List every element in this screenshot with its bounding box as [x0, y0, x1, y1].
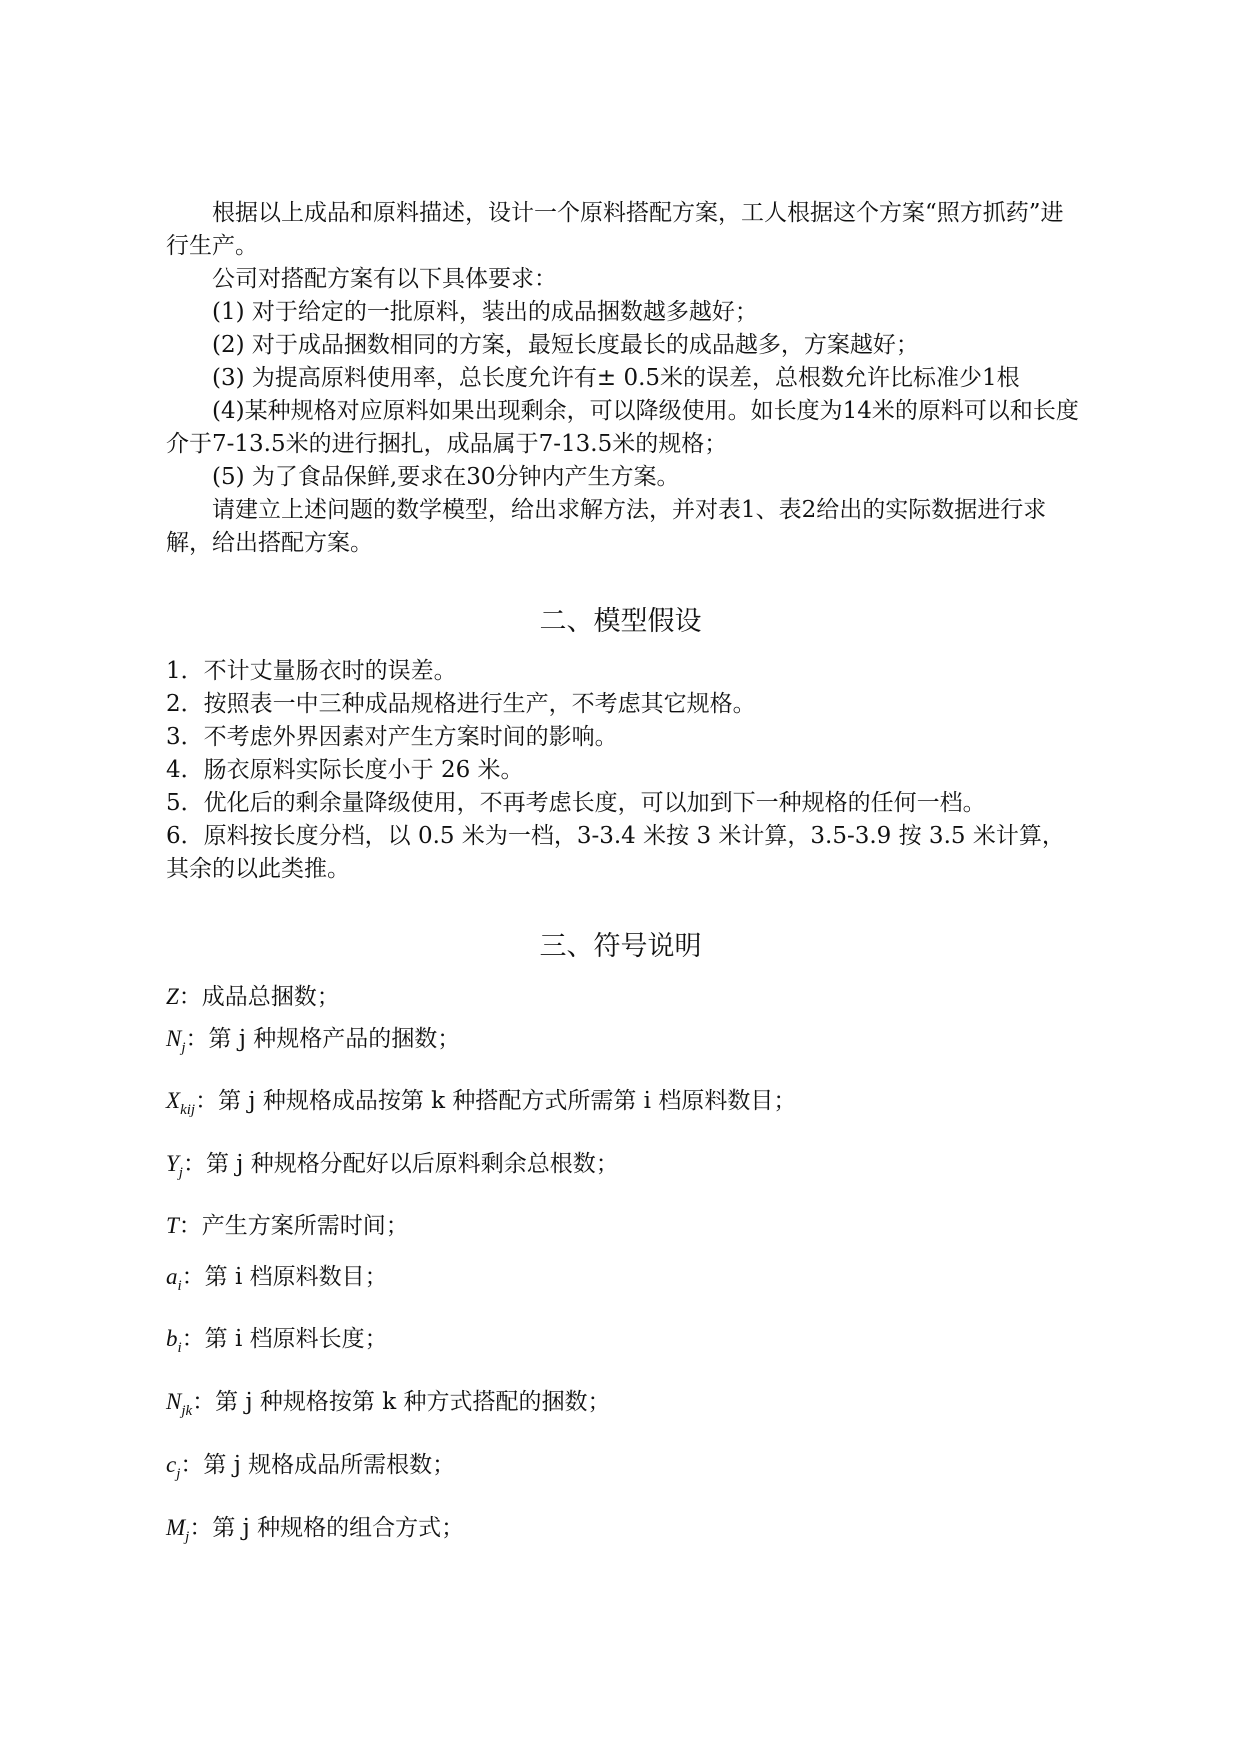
intro-paragraph: 根据以上成品和原料描述，设计一个原料搭配方案，工人根据这个方案“照方抓药”进行生产。 [166, 200, 1064, 259]
symbol-subscript: j [185, 1529, 190, 1545]
symbol-description: ：第 j 规格成品所需根数； [180, 1452, 456, 1478]
symbol-entry [166, 1511, 464, 1554]
symbol-subscript: jk [181, 1403, 193, 1419]
symbol-description: ：成品总捆数； [178, 984, 340, 1010]
symbol-description: ：第 j 种规格按第 k 种方式搭配的捆数； [192, 1389, 611, 1415]
requirement-2: (2) 对于成品捆数相同的方案，最短长度最长的成品越多，方案越好； [212, 332, 919, 358]
symbol-description: ：第 i 档原料数目； [181, 1264, 388, 1290]
requirement-3: (3) 为提高原料使用率，总长度允许有± 0.5米的误差，总根数允许比标准少1根 [212, 365, 1020, 391]
symbol-description: ：产生方案所需时间； [178, 1213, 409, 1239]
requirement-1: (1) 对于给定的一批原料，装出的成品捆数越多越好； [212, 299, 758, 325]
symbol-variable: c [166, 1452, 177, 1477]
symbol-entry [166, 1448, 455, 1491]
assumption-item: 4．肠衣原料实际长度小于 26 米。 [166, 757, 524, 783]
symbol-variable: T [166, 1213, 179, 1238]
symbol-variable: b [166, 1326, 178, 1351]
symbol-entry [166, 1385, 610, 1428]
problem-requirements [166, 197, 1086, 560]
symbol-subscript: j [181, 1040, 186, 1056]
symbol-variable: Z [166, 984, 179, 1009]
symbol-entry [166, 1209, 409, 1252]
symbol-variable: Y [166, 1151, 179, 1176]
symbol-entry [166, 1322, 388, 1365]
symbol-variable: N [166, 1389, 182, 1414]
assumption-item: 5．优化后的剩余量降级使用，不再考虑长度，可以加到下一种规格的任何一档。 [166, 790, 986, 816]
section-heading-assumptions: 二、模型假设 [539, 606, 702, 637]
symbol-description: ：第 j 种规格的组合方式； [189, 1515, 465, 1541]
symbol-description: ：第 j 种规格分配好以后原料剩余总根数； [182, 1151, 619, 1177]
symbol-description: ：第 j 种规格产品的捆数； [185, 1026, 461, 1052]
assumption-item: 1．不计丈量肠衣时的误差。 [166, 658, 457, 684]
symbol-variable: N [166, 1026, 182, 1051]
symbol-entry [166, 1084, 796, 1127]
symbol-subscript: j [178, 1165, 183, 1181]
symbol-description: ：第 j 种规格成品按第 k 种搭配方式所需第 i 档原料数目； [195, 1088, 797, 1114]
symbol-entry [166, 1147, 619, 1190]
symbol-entry [166, 980, 340, 1023]
symbol-subscript: i [177, 1340, 182, 1356]
symbol-variable: X [166, 1088, 181, 1113]
symbol-variable: a [166, 1264, 178, 1289]
symbol-description: ：第 i 档原料长度； [181, 1326, 388, 1352]
symbol-entry [166, 1260, 388, 1303]
symbol-entry [166, 1022, 460, 1065]
requirement-4: (4)某种规格对应原料如果出现剩余，可以降级使用。如长度为14米的原料可以和长度介于7-13.5米的进行捆扎，成品属于7-13.5米的规格； [166, 398, 1079, 457]
symbol-variable: M [166, 1515, 186, 1540]
assumption-item: 6．原料按长度分档，以 0.5 米为一档，3-3.4 米按 3 米计算，3.5-3.9 按 3.5 米计算，其余的以此类推。 [166, 823, 1065, 882]
task-paragraph: 请建立上述问题的数学模型，给出求解方法，并对表1、表2给出的实际数据进行求解，给出搭配方案。 [166, 497, 1047, 556]
requirements-lead: 公司对搭配方案有以下具体要求： [212, 266, 557, 292]
symbol-subscript: j [176, 1466, 181, 1482]
requirement-5: (5) 为了食品保鲜,要求在30分钟内产生方案。 [212, 464, 680, 490]
assumption-list [166, 655, 1086, 886]
symbol-subscript: i [177, 1278, 182, 1294]
symbol-subscript: kij [180, 1102, 196, 1118]
assumption-item: 3．不考虑外界因素对产生方案时间的影响。 [166, 724, 618, 750]
section-heading-symbols: 三、符号说明 [539, 931, 702, 962]
assumption-item: 2．按照表一中三种成品规格进行生产，不考虑其它规格。 [166, 691, 756, 717]
